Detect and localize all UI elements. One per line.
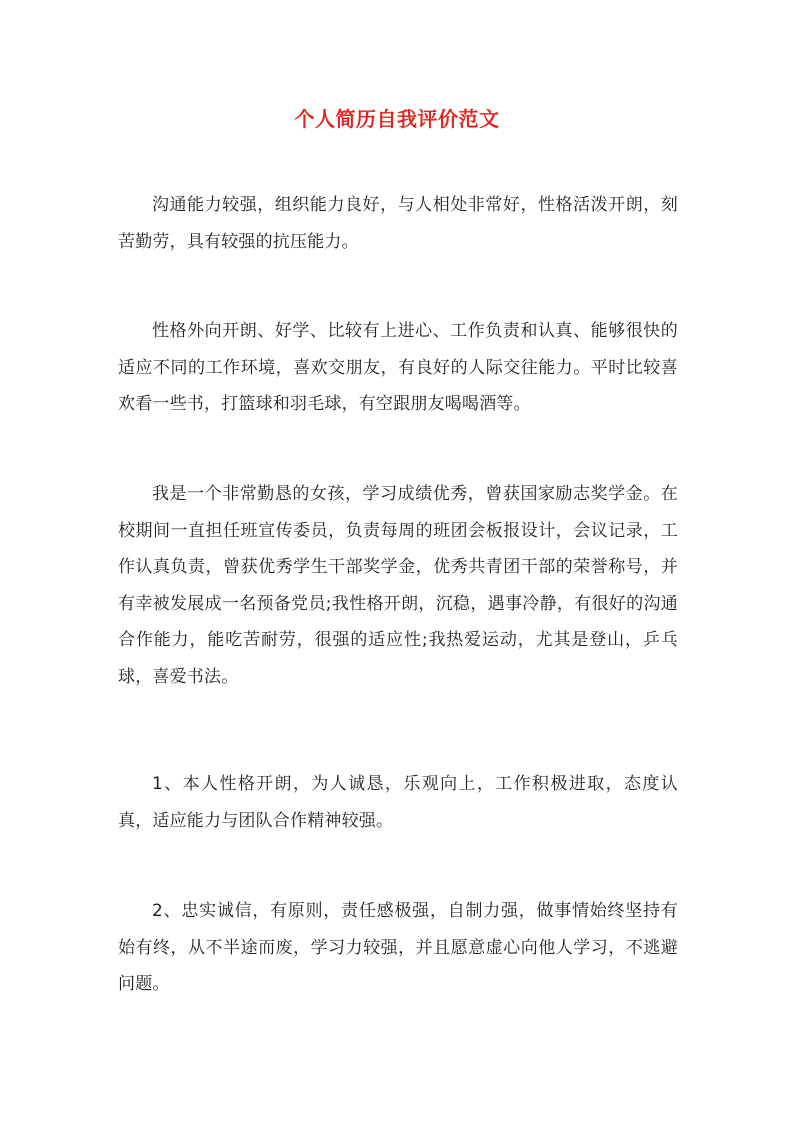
document-title: 个人简历自我评价范文 xyxy=(294,107,500,131)
paragraph-communication: 沟通能力较强，组织能力良好，与人相处非常好，性格活泼开朗，刻苦勤劳，具有较强的抗压能力。 xyxy=(118,195,678,252)
paragraph-point-1: 1、本人性格开朗，为人诚恳，乐观向上，工作积极进取，态度认真，适应能力与团队合作精神较强。 xyxy=(118,774,678,831)
paragraph-school-experience: 我是一个非常勤恳的女孩，学习成绩优秀，曾获国家励志奖学金。在校期间一直担任班宣传委员，负责每周的班团会板报设计，会议记录，工作认真负责，曾获优秀学生干部奖学金，优秀共青团干部的荣誉称号，并有幸被发展成一名预备党员;我性格开朗，沉稳，遇事冷静，有很好的沟通合作能力，能吃苦耐劳，很强的适应性;我热爱运动，尤其是登山，乒乓球，喜爱书法。 xyxy=(118,484,678,687)
paragraph-point-2: 2、忠实诚信，有原则，责任感极强，自制力强，做事情始终坚持有始有终，从不半途而废，学习力较强，并且愿意虚心向他人学习，不逃避问题。 xyxy=(118,901,678,994)
paragraph-personality: 性格外向开朗、好学、比较有上进心、工作负责和认真、能够很快的适应不同的工作环境，喜欢交朋友，有良好的人际交往能力。平时比较喜欢看一些书，打篮球和羽毛球，有空跟朋友喝喝酒等。 xyxy=(118,321,678,414)
